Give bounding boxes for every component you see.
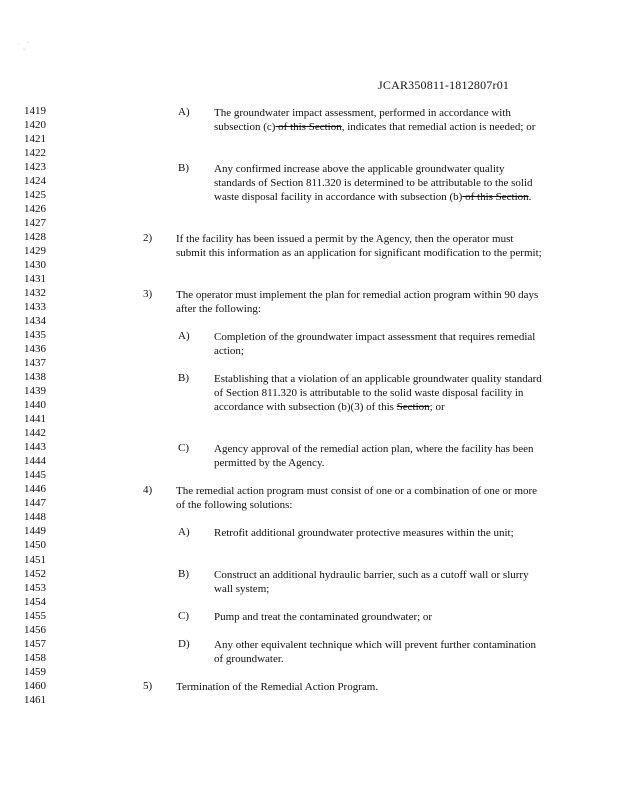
- line-number: 1426: [24, 203, 46, 216]
- line-number: 1427: [24, 217, 46, 230]
- item-marker: B): [178, 162, 189, 174]
- line-number: 1432: [24, 287, 46, 300]
- item-marker: A): [178, 526, 190, 538]
- item-text: The remedial action program must consist of one or a combination of one or more of the following solutions:: [176, 485, 538, 512]
- line-number: 1455: [24, 609, 46, 622]
- line-number: 1457: [24, 637, 46, 650]
- line-number: 1437: [24, 357, 46, 370]
- item-text: Termination of the Remedial Action Program.: [176, 681, 379, 693]
- line-number: 1438: [24, 371, 46, 384]
- line-number: 1424: [24, 175, 46, 188]
- line-number: 1444: [24, 455, 46, 468]
- line-number: 1430: [24, 259, 46, 272]
- line-number: 1459: [24, 665, 46, 678]
- item-marker: D): [178, 638, 190, 650]
- line-number: 1454: [24, 595, 46, 608]
- item-marker: 5): [143, 680, 153, 692]
- line-number: 1428: [24, 231, 46, 244]
- line-number: 1446: [24, 483, 46, 496]
- item-marker: 4): [143, 484, 153, 496]
- line-number: 1452: [24, 567, 46, 580]
- item-marker: 3): [143, 288, 153, 300]
- item-text: Establishing that a violation of an applicable groundwater quality standard of Section 811.320 is attributable to the solid waste disposal facility in accordance with subsection (b)(3) of this Section; or: [214, 373, 542, 414]
- item-marker: C): [178, 442, 189, 454]
- scan-artifact: ˙ ˏ ˊ: [17, 40, 31, 51]
- line-number: 1419: [24, 105, 46, 117]
- line-number: 1450: [24, 539, 46, 552]
- line-number: 1447: [24, 497, 46, 510]
- line-number: 1440: [24, 399, 46, 412]
- item-marker: A): [178, 106, 190, 118]
- item-text: If the facility has been issued a permit by the Agency, then the operator must submit this information as an application for significant modification to the permit;: [176, 233, 542, 260]
- line-number: 1435: [24, 329, 46, 342]
- document-reference: JCAR350811-1812807r01: [378, 78, 510, 92]
- item-text: Completion of the groundwater impact assessment that requires remedial action;: [214, 331, 536, 358]
- line-number: 1461: [24, 693, 46, 706]
- item-text: The groundwater impact assessment, performed in accordance with subsection (c) of this Section, indicates that remedial action is needed; or: [214, 107, 536, 134]
- item-marker: 2): [143, 232, 153, 244]
- line-number: 1429: [24, 245, 46, 258]
- item-text: Agency approval of the remedial action plan, where the facility has been permitted by the Agency.: [214, 443, 534, 470]
- line-number-column: [24, 104, 64, 707]
- item-marker: B): [178, 372, 189, 384]
- line-number: 1436: [24, 343, 46, 356]
- item-marker: C): [178, 610, 189, 622]
- item-marker: B): [178, 568, 189, 580]
- line-number: 1433: [24, 301, 46, 314]
- line-number: 1449: [24, 525, 46, 538]
- line-number: 1439: [24, 385, 46, 398]
- line-number: 1431: [24, 273, 46, 286]
- line-number: 1422: [24, 147, 46, 160]
- item-marker: A): [178, 330, 190, 342]
- line-number: 1423: [24, 161, 46, 174]
- item-text: Pump and treat the contaminated groundwater; or: [214, 611, 433, 623]
- line-number: 1434: [24, 315, 46, 328]
- line-number: 1458: [24, 651, 46, 664]
- line-number: 1420: [24, 119, 46, 132]
- line-number: 1421: [24, 133, 46, 146]
- line-number: 1425: [24, 189, 46, 202]
- line-number: 1441: [24, 413, 46, 426]
- line-number: 1442: [24, 427, 46, 440]
- item-text: Any confirmed increase above the applicable groundwater quality standards of Section 811.320 is determined to be attributable to the solid waste disposal facility in accordance with subsection (b) of this Section.: [214, 163, 533, 204]
- line-number: 1451: [24, 553, 46, 566]
- line-number: 1456: [24, 623, 46, 636]
- line-number: 1445: [24, 469, 46, 482]
- line-number: 1453: [24, 581, 46, 594]
- item-text: Any other equivalent technique which will prevent further contamination of groundwater.: [214, 639, 536, 666]
- item-text: The operator must implement the plan for remedial action program within 90 days after the following:: [176, 289, 539, 316]
- line-number: 1448: [24, 511, 46, 524]
- item-text: Retrofit additional groundwater protective measures within the unit;: [214, 527, 514, 539]
- line-number: 1443: [24, 441, 46, 454]
- item-text: Construct an additional hydraulic barrier, such as a cutoff wall or slurry wall system;: [214, 569, 529, 596]
- line-number: 1460: [24, 679, 46, 692]
